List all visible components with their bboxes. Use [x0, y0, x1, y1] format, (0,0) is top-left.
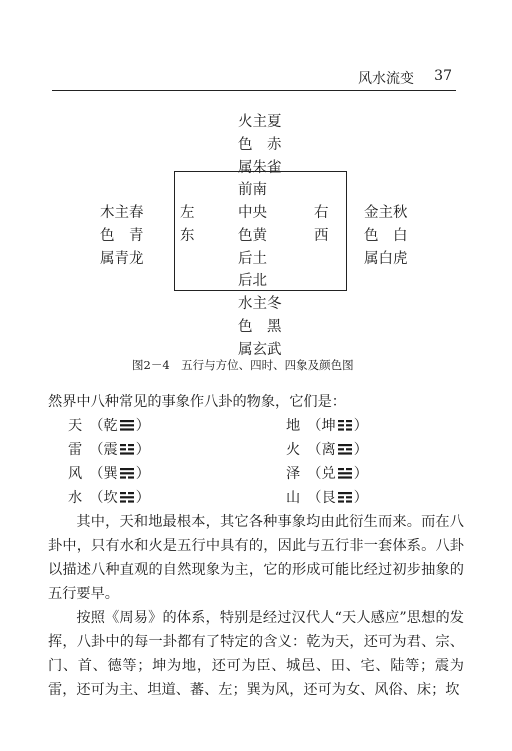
running-title: 风水流变: [358, 71, 414, 87]
box-west: 西: [314, 228, 329, 244]
trigram-symbol-icon: [337, 491, 353, 503]
trigram-name: 风: [68, 466, 83, 482]
box-after-earth: 后土: [238, 251, 267, 267]
trigram-gua: 巽: [103, 466, 118, 482]
top-label-3: 属朱雀: [238, 160, 282, 176]
trigram-list: [48, 414, 464, 510]
trigram-item: 天 （乾 ）: [68, 418, 150, 434]
trigram-gua: 坤: [321, 418, 336, 434]
left-label-2: 色 青: [100, 228, 144, 244]
trigram-item: 山 （艮 ）: [286, 490, 368, 506]
paragraph-2: 按照《周易》的体系，特别是经过汉代人“天人感应”思想的发挥，八卦中的每一卦都有了特定的含义：乾为天，还可为君、宗、门、首、德等；坤为地，还可为臣、城邑、田、宅、陆等；震为雷，还可为主、坦道、蕃、左；巽为风，还可为女、风俗、床；坎: [48, 610, 464, 698]
trigram-gua: 离: [321, 442, 336, 458]
trigram-symbol-icon: [337, 467, 353, 479]
box-color: 色黄: [238, 228, 267, 244]
left-label-1: 木主春: [100, 205, 144, 221]
trigram-symbol-icon: [337, 419, 353, 431]
box-back: 后北: [238, 273, 267, 289]
trigram-item: 雷 （震 ）: [68, 442, 150, 458]
trigram-gua: 兑: [321, 466, 336, 482]
box-east: 东: [180, 228, 195, 244]
figure-caption: 图2－4 五行与方位、四时、四象及颜色图: [132, 358, 354, 372]
trigram-name: 雷: [68, 442, 83, 458]
trigram-gua: 艮: [321, 490, 336, 506]
trigram-gua: 震: [103, 442, 118, 458]
right-label-1: 金主秋: [364, 205, 408, 221]
page-number: 37: [434, 68, 452, 84]
trigram-item: 水 （坎 ）: [68, 490, 150, 506]
intro-line: 然界中八种常见的事象作八卦的物象，它们是：: [48, 394, 346, 410]
trigram-symbol-icon: [119, 491, 135, 503]
trigram-item: 火 （离 ）: [286, 442, 368, 458]
trigram-gua: 坎: [103, 490, 118, 506]
top-label-1: 火主夏: [238, 114, 282, 130]
trigram-symbol-icon: [337, 443, 353, 455]
body-text: [48, 390, 464, 702]
trigram-name: 火: [286, 442, 301, 458]
right-label-2: 色 白: [364, 228, 408, 244]
top-label-2: 色 赤: [238, 137, 282, 153]
right-label-3: 属白虎: [364, 251, 408, 267]
trigram-symbol-icon: [119, 419, 135, 431]
trigram-symbol-icon: [119, 467, 135, 479]
trigram-name: 山: [286, 490, 301, 506]
bottom-label-2: 色 黑: [238, 319, 282, 335]
bottom-label-3: 属玄武: [238, 342, 282, 358]
trigram-name: 水: [68, 490, 83, 506]
left-label-3: 属青龙: [100, 251, 144, 267]
trigram-item: 地 （坤 ）: [286, 418, 368, 434]
paragraph-1: 其中，天和地最根本，其它各种事象均由此衍生而来。而在八卦中，只有水和火是五行中具有的，因此与五行非一套体系。八卦以描述八种直观的自然现象为主，它的形成可能比经过初步抽象的五行要早。: [48, 514, 464, 602]
trigram-name: 泽: [286, 466, 301, 482]
trigram-name: 天: [68, 418, 83, 434]
box-center: 中央: [238, 205, 267, 221]
trigram-item: 风 （巽 ）: [68, 466, 150, 482]
bottom-label-1: 水主冬: [238, 296, 282, 312]
box-right: 右: [314, 205, 329, 221]
trigram-item: 泽 （兑 ）: [286, 466, 368, 482]
trigram-name: 地: [286, 418, 301, 434]
trigram-gua: 乾: [103, 418, 118, 434]
box-front: 前南: [238, 182, 267, 198]
trigram-symbol-icon: [119, 443, 135, 455]
box-left: 左: [180, 205, 195, 221]
